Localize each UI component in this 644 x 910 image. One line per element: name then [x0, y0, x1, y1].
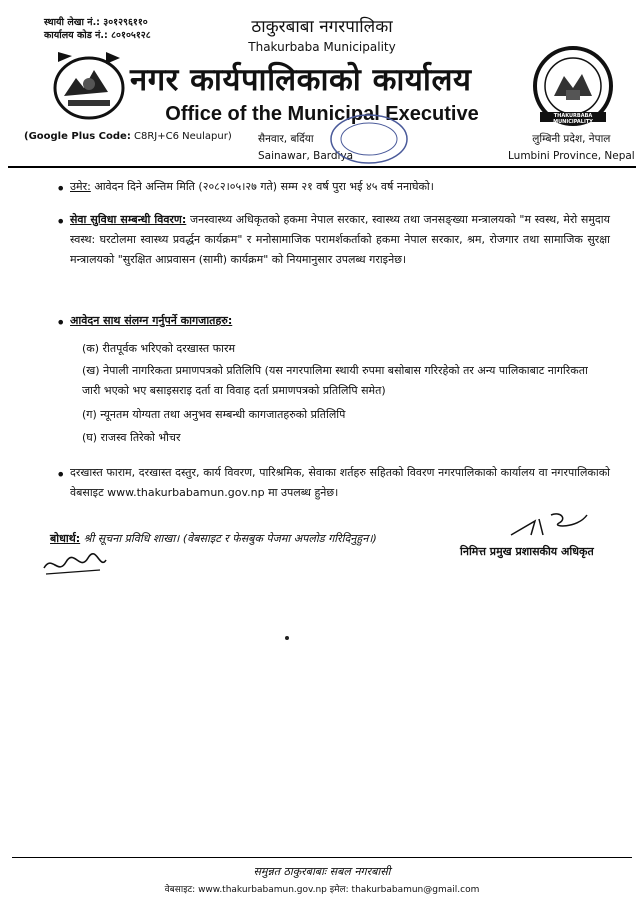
bullet-docs: •	[56, 313, 66, 332]
province-block	[508, 131, 635, 165]
service-text: जनस्वास्थ्य अधिकृतको हकमा नेपाल सरकार, स्वास्थ्य तथा जनसङ्ख्या मन्त्रालयको "म स्वस्थ, मेरो समुदाय स्वस्थ: घरटोलमा स्वास्थ्य प्रवर्द्धन कार्यक्रम" र मनोसामाजिक परामर्शकर्ताको हकमा नेपाल सरकार, श्रम, रोजगार तथा सामाजिक सुरक्षा मन्त्रालयको "सुरक्षित आप्रवासन (सामी) कार्यक्रम" को नियमानुसार उपलब्ध गराइनेछ।	[70, 213, 610, 266]
docs-heading	[70, 311, 610, 331]
footer-contact: वेबसाइट: www.thakurbabamun.gov.np इमेल: thakurbabamun@gmail.com	[164, 885, 480, 895]
bodhartha-text: श्री सूचना प्रविधि शाखा। (वेबसाइट र फेसबुक पेजमा अपलोड गरिदिनुहुन।)	[83, 532, 377, 545]
province-np: लुम्बिनी प्रदेश, नेपाल	[532, 133, 611, 145]
office-stamp-icon	[328, 112, 410, 166]
bullet-service: •	[56, 212, 66, 231]
plus-code-label: (Google Plus Code:	[24, 131, 131, 142]
bullet-forms: •	[56, 465, 66, 484]
address-np: सैनवार, बर्दिया	[258, 133, 314, 145]
municipality-logo-icon	[530, 46, 616, 130]
forms-paragraph: दरखास्त फाराम, दरखास्त दस्तुर, कार्य विवरण, पारिश्रमिक, सेवाका शर्तहरु सहितको विवरण नगरपालिकाको कार्यालय वा नगरपालिकाको वेबसाइट www.thakurbabamun.gov.np मा उपलब्ध हुनेछ।	[70, 466, 610, 499]
footer-slogan: समुन्नत ठाकुरबाबाः सबल नगरबासी	[253, 865, 391, 878]
municipality-name-en: Thakurbaba Municipality	[248, 40, 396, 54]
stray-dot	[285, 636, 289, 640]
age-text: आवेदन दिने अन्तिम मिति (२०८२।०५।२७ गते) सम्म २१ वर्ष पुरा भई ४५ वर्ष ननाघेको।	[94, 180, 434, 193]
logo-banner-text: THAKURBABA MUNICIPALITY	[553, 113, 593, 125]
doc-item: (घ) राजस्व तिरेको भौचर	[82, 431, 181, 444]
age-paragraph	[70, 177, 610, 197]
plus-code-value: C8RJ+C6 Neulapur)	[134, 131, 232, 142]
left-signature-icon	[40, 548, 110, 584]
province-en: Lumbini Province, Nepal	[508, 150, 635, 162]
right-signature-icon	[505, 505, 595, 549]
office-title-en: Office of the Municipal Executive	[165, 103, 479, 125]
doc-item: (ग) न्यूनतम योग्यता तथा अनुभव सम्बन्धी कागजातहरुको प्रतिलिपि	[82, 408, 346, 421]
age-label: उमेर:	[70, 180, 91, 193]
docs-label: आवेदन साथ संलग्न गर्नुपर्ने कागजातहरु:	[70, 314, 233, 327]
service-label: सेवा सुविधा सम्बन्धी विवरण:	[70, 213, 187, 226]
service-paragraph	[70, 210, 610, 270]
municipality-name-np: ठाकुरबाबा नगरपालिका	[251, 17, 393, 37]
header-divider	[8, 166, 636, 168]
doc-item: (ख) नेपाली नागरिकता प्रमाणपत्रको प्रतिलिपि (यस नगरपालिमा स्थायी रुपमा बसोबास गरिरहेको तर अन्य पालिकाबाट नागरिकता जारी भएको भए बसाइसराइ दर्ता वा विवाह दर्ता प्रमाणपत्रको प्रतिलिपि समेत)	[82, 364, 588, 397]
signatory-title: निमित्त प्रमुख प्रशासकीय अधिकृत	[460, 545, 594, 558]
bodhartha-label: बोधार्थ:	[50, 532, 81, 545]
plus-code	[24, 131, 232, 142]
office-code: कार्यालय कोड नं.: ८०१०५१२८	[44, 30, 151, 41]
office-title-np: नगर कार्यपालिकाको कार्यालय	[130, 62, 472, 98]
bullet-age: •	[56, 179, 66, 198]
bodhartha-line	[50, 531, 377, 546]
address-en: Sainawar, Bardiya	[258, 150, 354, 162]
footer-divider	[12, 857, 632, 858]
doc-item: (क) रीतपूर्वक भरिएको दरखास्त फारम	[82, 342, 236, 355]
pan-number: स्थायी लेखा नं.: ३०१२९६११०	[44, 17, 148, 28]
